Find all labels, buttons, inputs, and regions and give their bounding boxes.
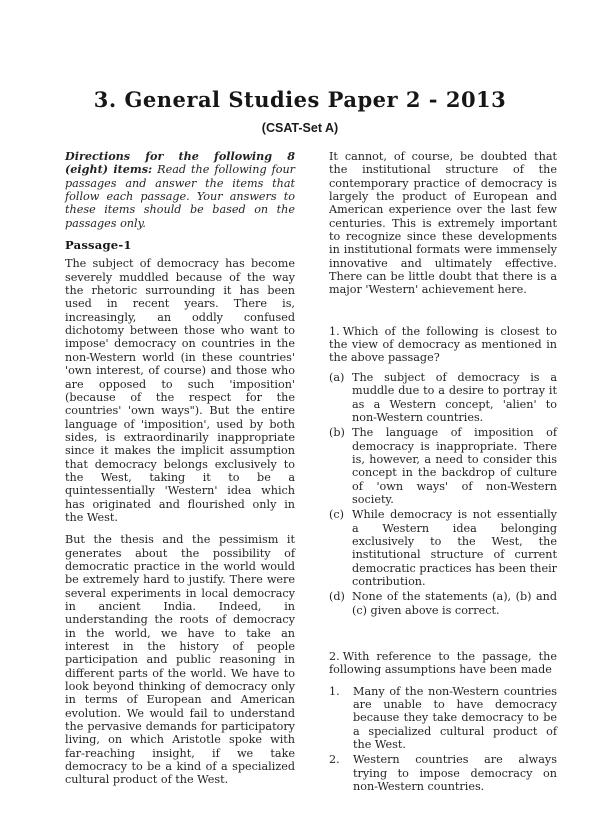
option-label: (c) xyxy=(329,508,344,522)
option-text: The language of imposition of democracy is inappropriate. There is, however, a need to consider this concept in the backdrop of culture of 'own ways' of non-Western society. xyxy=(352,426,557,506)
option-label: (b) xyxy=(329,426,345,440)
item-text: Western countries are always trying to impose democracy on non-Western countries. xyxy=(353,753,557,794)
option-d xyxy=(329,590,557,617)
passage-paragraph: The subject of democracy has become severely muddled because of the way the rhetoric surrounding it has been used in recent years. There is, increasingly, an oddly confused dichotomy between those who want to impose' democracy on countries in the non-Western world (in these countries' 'own interest, of course) and those who are opposed to such 'imposition' (because of the respect for the countries' 'own ways"). But the entire language of 'imposition', used by both sides, is extraordinarily inappropriate since it makes the implicit assumption that democracy belongs exclusively to the West, taking it to be a quintessentially 'Western' idea which has originated and flourished only in the West. xyxy=(65,257,295,524)
question-text: Which of the following is closest to the view of democracy as mentioned in the above passage? xyxy=(329,324,557,365)
assumption-item-1 xyxy=(329,685,557,752)
assumption-item-2 xyxy=(329,753,557,793)
page-title: 3. General Studies Paper 2 - 2013 xyxy=(93,87,507,112)
page-subtitle: (CSAT-Set A) xyxy=(261,121,339,135)
option-a xyxy=(329,371,557,424)
option-label: (a) xyxy=(329,370,345,384)
item-text: Many of the non-Western countries are unable to have democracy because they take democracy to be a specialized cultural product of the West. xyxy=(353,684,557,752)
item-label: 1. xyxy=(329,684,340,698)
two-column-layout xyxy=(65,150,600,793)
directions-paragraph xyxy=(65,150,295,230)
question-text: With reference to the passage, the following assumptions have been made xyxy=(329,650,557,677)
item-label: 2. xyxy=(329,753,340,767)
question-2-lead xyxy=(329,650,557,677)
directions-body: Read the following four passages and answer the items that follow each passage. Your answers to these items should be based on the passages only. xyxy=(65,163,296,230)
directions-lead: Directions for the following 8 (eight) items: xyxy=(65,149,295,177)
question-number: 2. xyxy=(329,650,340,663)
option-c xyxy=(329,508,557,588)
passage-paragraph: It cannot, of course, be doubted that the institutional structure of the contemporary practice of democracy is largely the product of European and American experience over the last few centuries. This is extremely important to recognize since these developments in institutional formats were immensely innovative and ultimately effective. There can be little doubt that there is a major 'Western' achievement here. xyxy=(329,150,557,297)
right-column xyxy=(329,150,557,793)
passage-heading: Passage-1 xyxy=(65,238,132,253)
passage-paragraph: But the thesis and the pessimism it generates about the possibility of democratic practice in the world would be extremely hard to justify. There were several experiments in local democracy in ancient India. Indeed, in understanding the roots of democracy in the world, we have to take an interest in the history of people participation and public reasoning in different parts of the world. We have to look beyond thinking of democracy only in terms of European and American evolution. We would fail to understand the pervasive demands for participatory living, on which Aristotle spoke with far-reaching insight, if we take democracy to be a kind of a specialized cultural product of the West. xyxy=(65,533,295,787)
option-b xyxy=(329,426,557,506)
left-column xyxy=(65,150,295,793)
option-text: None of the statements (a), (b) and (c) given above is correct. xyxy=(352,590,557,617)
option-text: While democracy is not essentially a Western idea belonging exclusively to the West, the institutional structure of current democratic practices has been their contribution. xyxy=(352,508,557,588)
question-number: 1. xyxy=(329,324,340,338)
option-text: The subject of democracy is a muddle due to a desire to portray it as a Western concept, 'alien' to non-Western countries. xyxy=(352,370,557,424)
question-1-lead xyxy=(329,325,557,365)
option-label: (d) xyxy=(329,590,345,604)
